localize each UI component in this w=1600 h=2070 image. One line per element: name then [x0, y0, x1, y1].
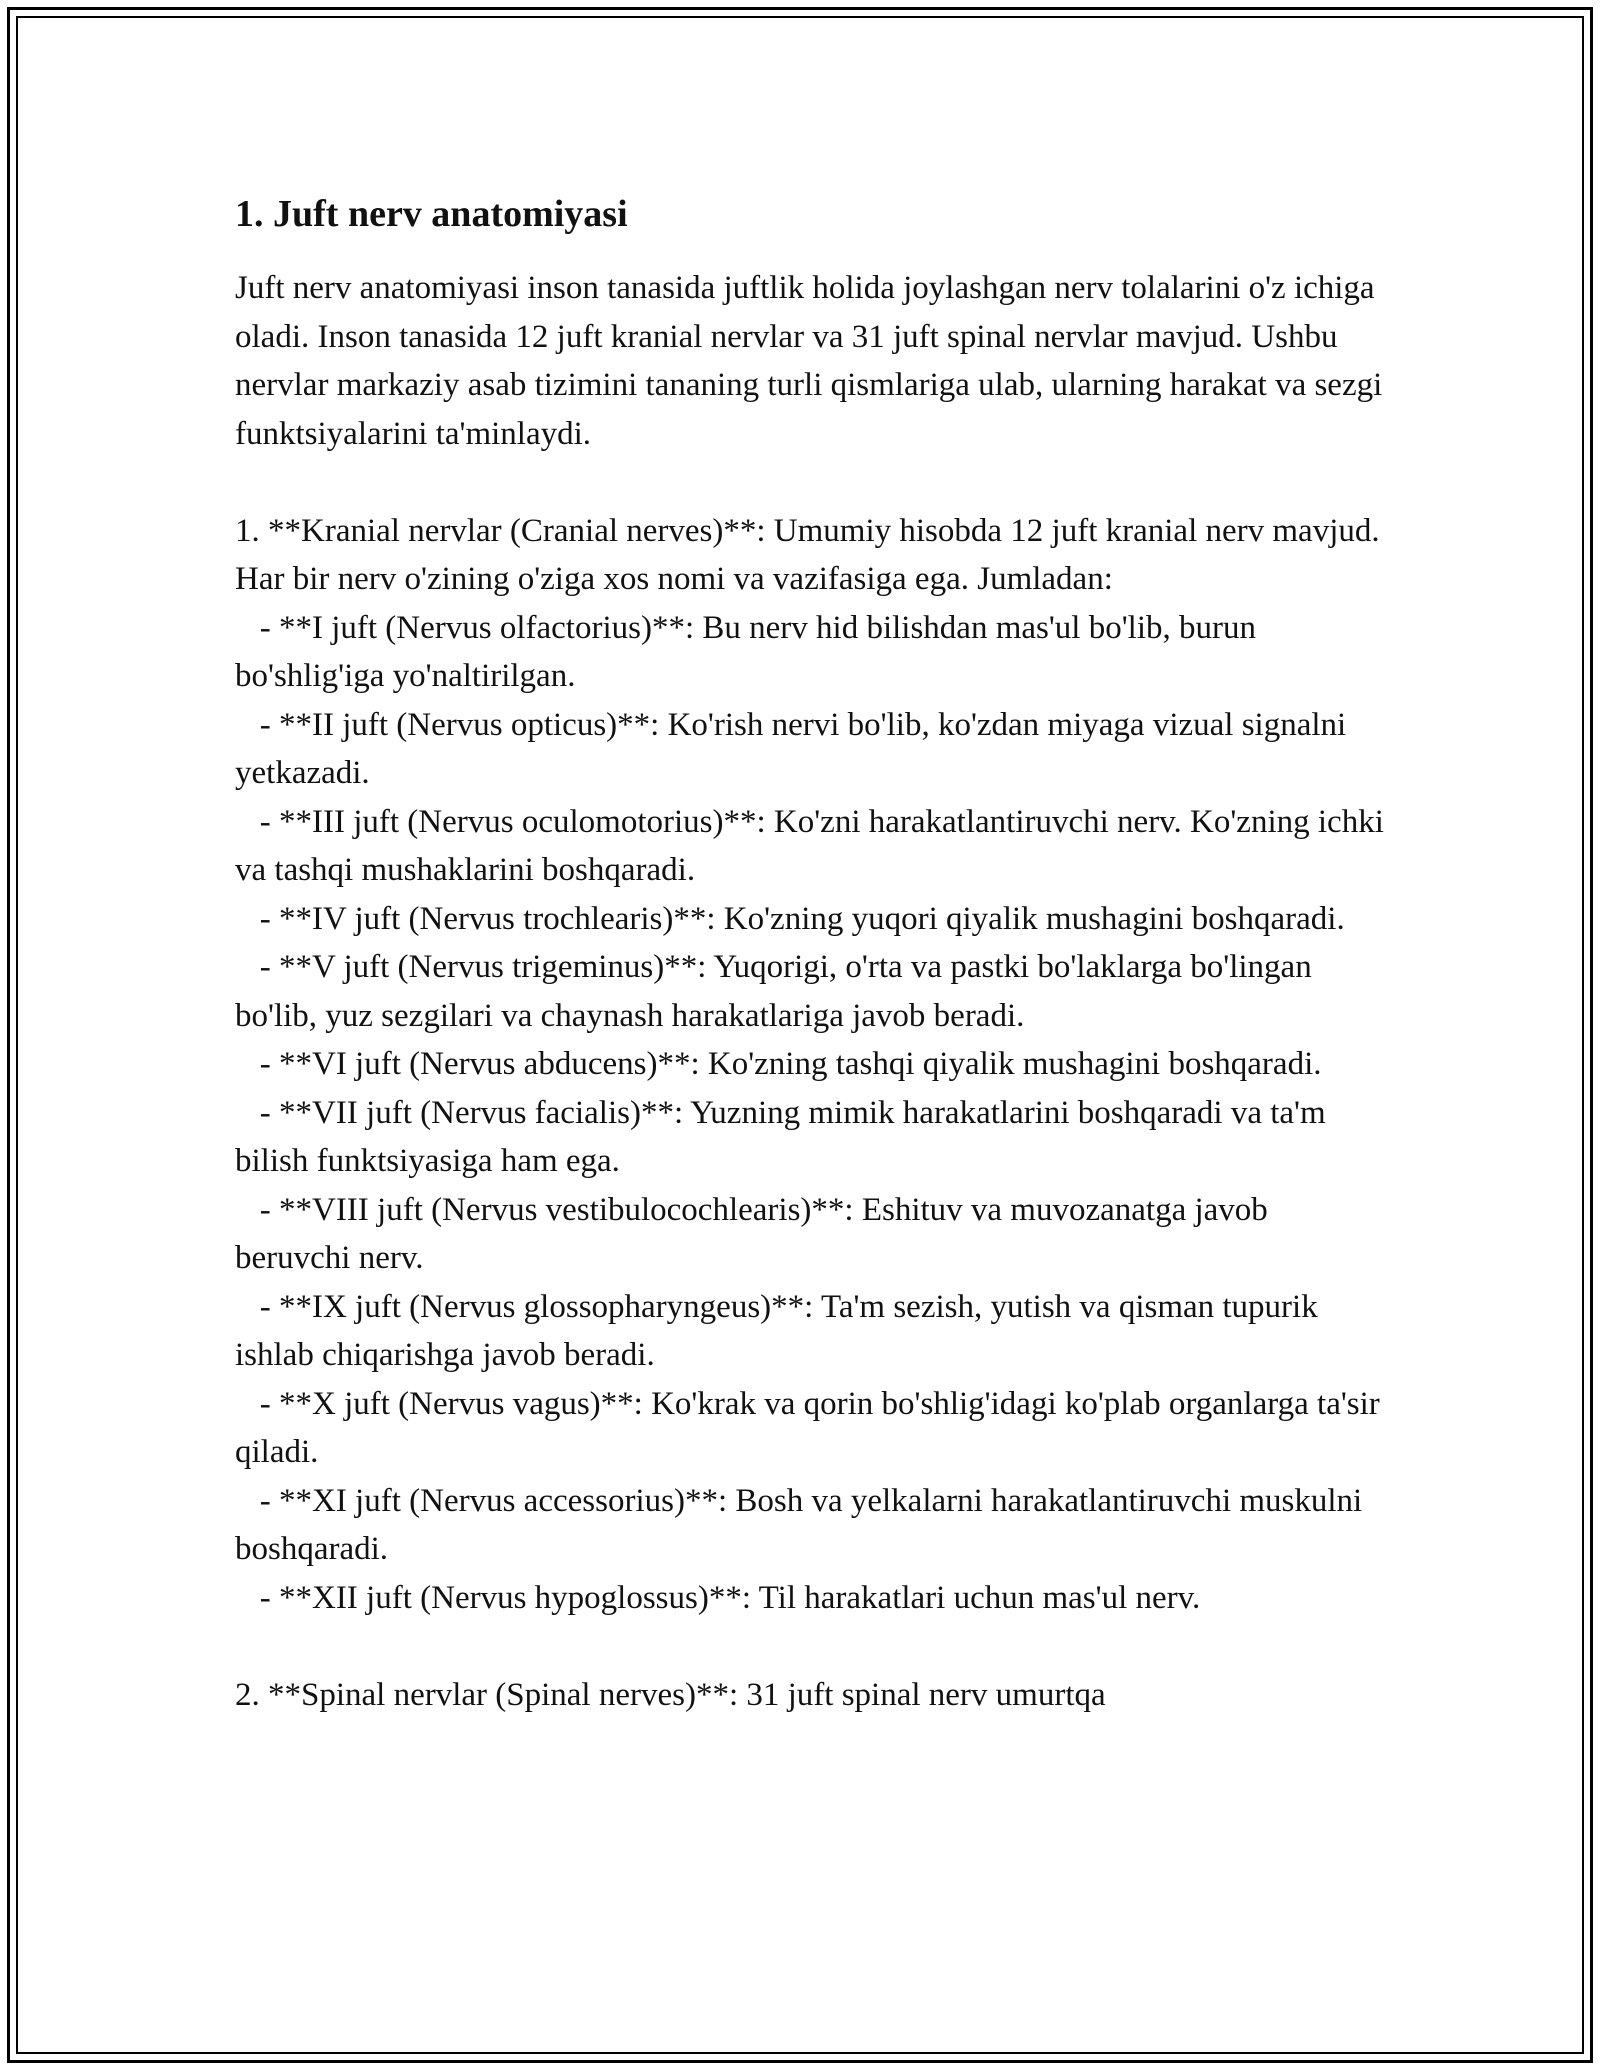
cranial-nerves-intro: 1. **Kranial nervlar (Cranial nerves)**: Umumiy hisobda 12 juft kranial nerv mavjud. Har bir nerv o'zining o'ziga xos nomi va vazifasiga ega. Jumladan:	[235, 512, 1388, 597]
section-heading: 1. Juft nerv anatomiyasi	[235, 193, 628, 235]
intro-paragraph: Juft nerv anatomiyasi inson tanasida juftlik holida joylashgan nerv tolalarini o'z ichiga oladi. Inson tanasida 12 juft kranial nervlar va 31 juft spinal nervlar mavjud. Ushbu nervlar markaziy asab tizimini tananing turli qismlariga ulab, ularning harakat va sezgi funktsiyalarini ta'minlaydi.	[235, 270, 1391, 452]
list-item-nerve-5: - **V juft (Nervus trigeminus)**: Yuqorigi, o'rta va pastki bo'laklarga bo'lingan bo'lib, yuz sezgilari va chaynash harakatlariga javob beradi.	[235, 949, 1320, 1034]
list-item-nerve-2: - **II juft (Nervus opticus)**: Ko'rish nervi bo'lib, ko'zdan miyaga vizual signalni yetkazadi.	[235, 706, 1355, 791]
list-item-nerve-10: - **X juft (Nervus vagus)**: Ko'krak va qorin bo'shlig'idagi ko'plab organlarga ta'sir qiladi.	[235, 1385, 1389, 1470]
paragraph-gap	[235, 458, 1385, 507]
list-item-nerve-12: - **XII juft (Nervus hypoglossus)**: Til harakatlari uchun mas'ul nerv.	[235, 1579, 1201, 1616]
list-item-nerve-1: - **I juft (Nervus olfactorius)**: Bu nerv hid bilishdan mas'ul bo'lib, burun bo'shlig'iga yo'naltirilgan.	[235, 609, 1265, 694]
spinal-nerves-intro: 2. **Spinal nervlar (Spinal nerves)**: 31 juft spinal nerv umurtqa	[235, 1676, 1106, 1713]
list-item-nerve-7: - **VII juft (Nervus facialis)**: Yuzning mimik harakatlarini boshqaradi va ta'm bilish funktsiyasiga ham ega.	[235, 1094, 1334, 1179]
list-item-nerve-4: - **IV juft (Nervus trochlearis)**: Ko'zning yuqori qiyalik mushagini boshqaradi.	[235, 900, 1345, 937]
list-item-nerve-9: - **IX juft (Nervus glossopharyngeus)**: Ta'm sezish, yutish va qisman tupurik ishlab chiqarishga javob beradi.	[235, 1288, 1326, 1373]
list-item-nerve-11: - **XI juft (Nervus accessorius)**: Bosh va yelkalarni harakatlantiruvchi muskulni boshqaradi.	[235, 1482, 1371, 1567]
document-body	[235, 180, 1393, 1719]
list-item-nerve-6: - **VI juft (Nervus abducens)**: Ko'zning tashqi qiyalik mushagini boshqaradi.	[235, 1046, 1322, 1082]
list-item-nerve-8: - **VIII juft (Nervus vestibulocochlearis)**: Eshituv va muvozanatga javob beruvchi nerv.	[235, 1191, 1277, 1276]
list-item-nerve-3: - **III juft (Nervus oculomotorius)**: Ko'zni harakatlantiruvchi nerv. Ko'zning ichki va tashqi mushaklarini boshqaradi.	[235, 803, 1393, 888]
paragraph-gap	[235, 1622, 1385, 1671]
